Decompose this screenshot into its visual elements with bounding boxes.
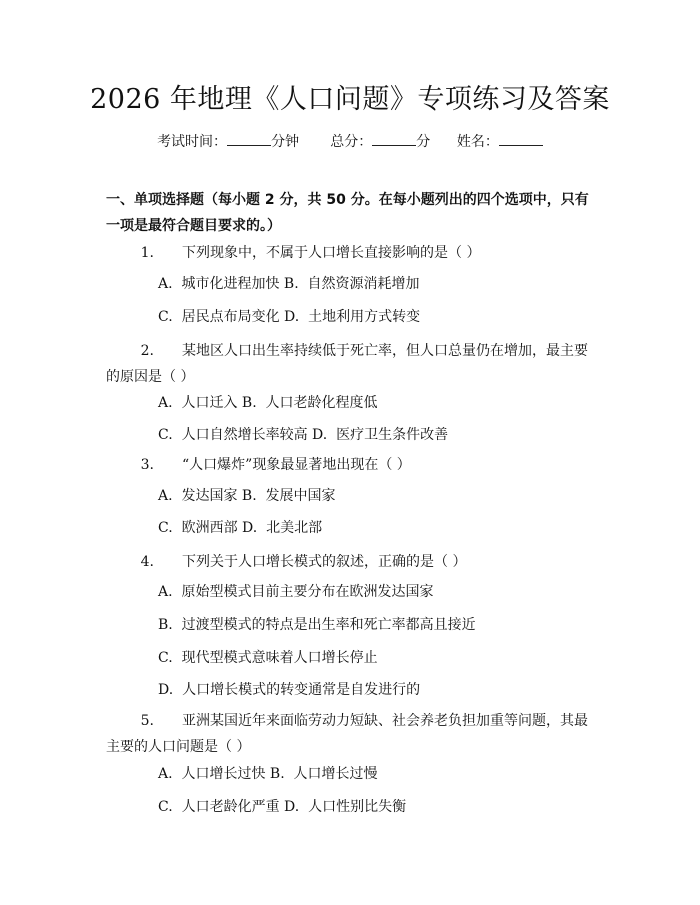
section-heading: 一、单项选择题（每小题 2 分，共 50 分。在每小题列出的四个选项中，只有一项是最符合题目要求的。） — [106, 192, 589, 234]
question-text: 某地区人口出生率持续低于死亡率，但人口总量仍在增加，最主要的原因是（ ） — [106, 343, 588, 385]
question-2-options-row-2: C. 人口自然增长率较高 D. 医疗卫生条件改善 — [158, 427, 449, 443]
exam-time-unit: 分钟 — [271, 134, 300, 150]
question-text: 下列现象中，不属于人口增长直接影响的是（ ） — [182, 245, 481, 261]
question-3 — [106, 452, 600, 478]
student-name-blank — [499, 131, 543, 146]
question-3-options-row-2: C. 欧洲西部 D. 北美北部 — [158, 520, 323, 536]
question-1-options-row-2: C. 居民点布局变化 D. 土地利用方式转变 — [158, 309, 421, 325]
question-number: 5. — [140, 713, 154, 729]
question-text: 下列关于人口增长模式的叙述，正确的是（ ） — [182, 554, 467, 570]
question-number: 2. — [140, 343, 154, 359]
question-5-options-row-1: A. 人口增长过快 B. 人口增长过慢 — [158, 766, 378, 782]
total-score-label: 总分： — [330, 134, 373, 150]
question-4-option-c: C. 现代型模式意味着人口增长停止 — [158, 650, 378, 666]
exam-info-line — [0, 131, 700, 152]
question-4 — [106, 549, 600, 575]
question-5 — [106, 708, 600, 760]
question-2 — [106, 338, 600, 390]
student-name-label: 姓名： — [456, 134, 499, 150]
question-text: 亚洲某国近年来面临劳动力短缺、社会养老负担加重等问题，其最主要的人口问题是（ ） — [106, 713, 588, 755]
question-number: 1. — [140, 245, 154, 261]
total-score-unit: 分 — [416, 134, 431, 150]
question-text: “人口爆炸”现象最显著地出现在（ ） — [182, 457, 411, 473]
question-5-options-row-2: C. 人口老龄化严重 D. 人口性别比失衡 — [158, 799, 407, 815]
question-2-options-row-1: A. 人口迁入 B. 人口老龄化程度低 — [158, 395, 378, 411]
question-4-option-b: B. 过渡型模式的特点是出生率和死亡率都高且接近 — [158, 617, 476, 633]
question-number: 4. — [140, 554, 154, 570]
total-score-blank — [372, 131, 416, 146]
question-3-options-row-1: A. 发达国家 B. 发展中国家 — [158, 488, 336, 504]
question-4-option-d: D. 人口增长模式的转变通常是自发进行的 — [158, 682, 421, 698]
question-1 — [106, 240, 600, 266]
exam-time-label: 考试时间： — [157, 134, 228, 150]
exam-time-blank — [227, 131, 271, 146]
page-title: 2026 年地理《人口问题》专项练习及答案 — [90, 84, 610, 115]
question-number: 3. — [140, 457, 154, 473]
question-1-options-row-1: A. 城市化进程加快 B. 自然资源消耗增加 — [158, 276, 420, 292]
question-4-option-a: A. 原始型模式目前主要分布在欧洲发达国家 — [158, 584, 434, 600]
